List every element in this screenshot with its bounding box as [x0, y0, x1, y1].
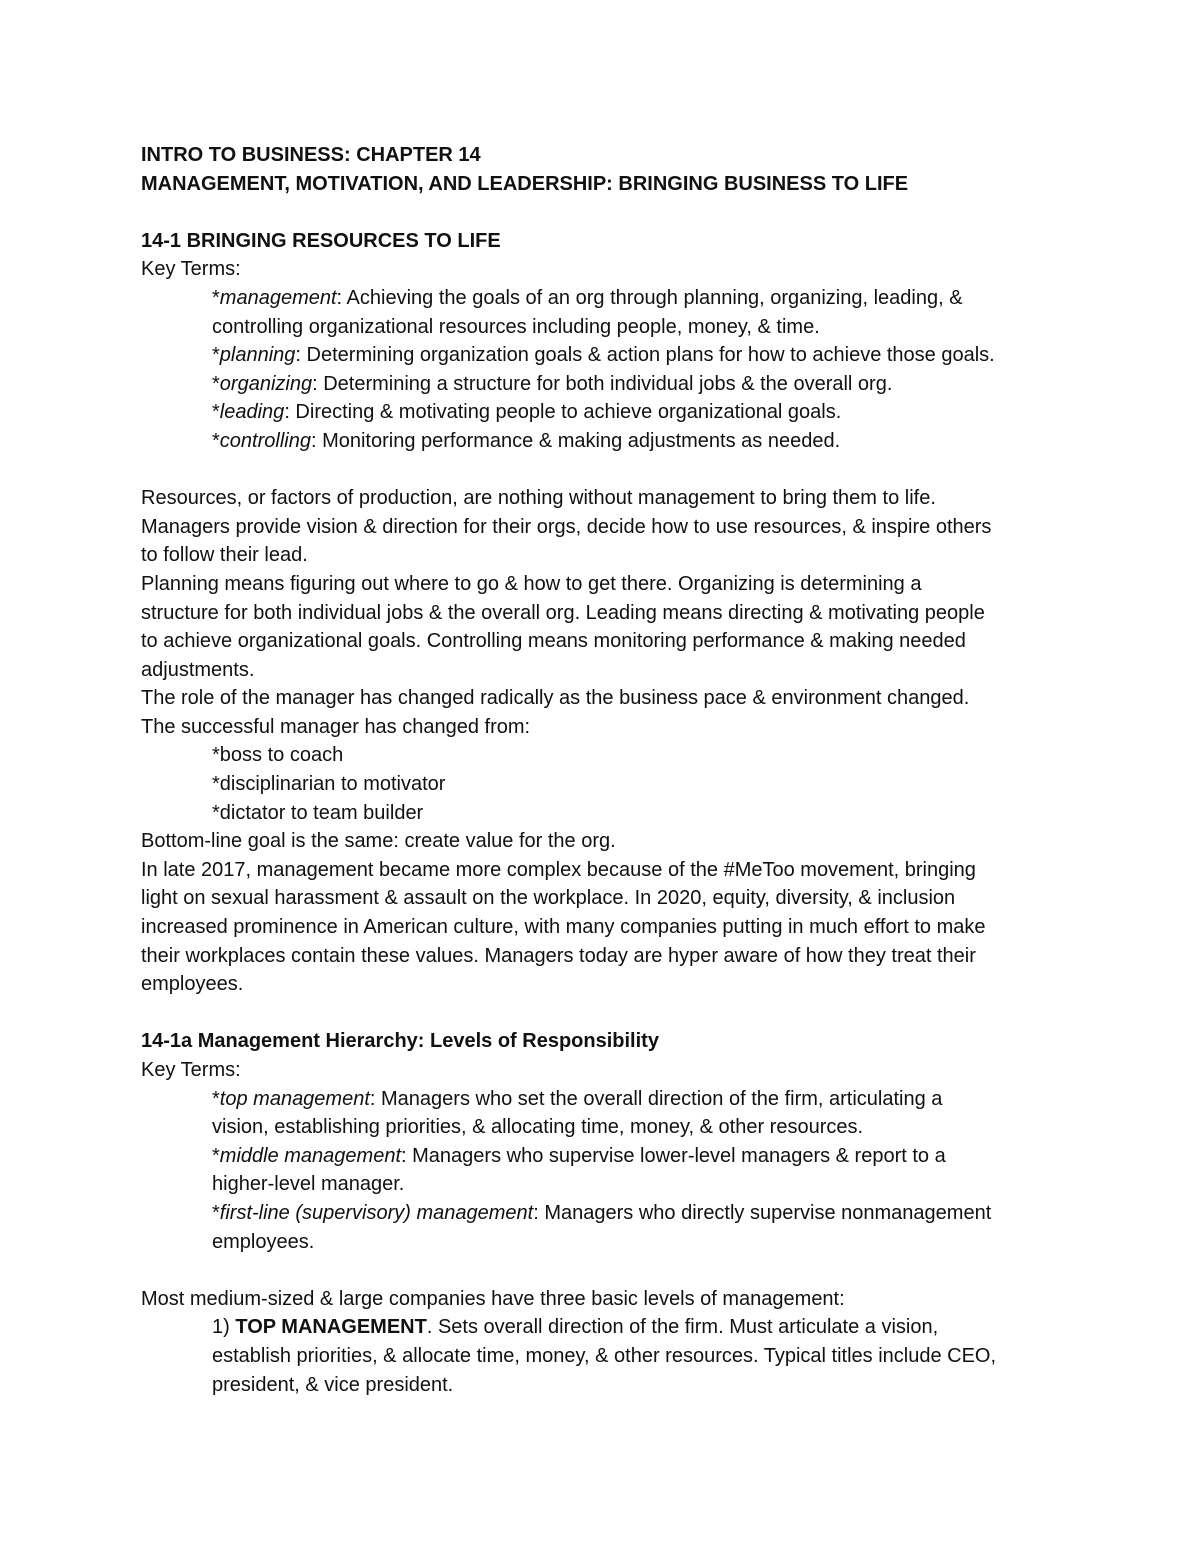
level-description-continued: president, & vice president. [212, 1373, 454, 1396]
term-name: top management [219, 1087, 370, 1110]
term-name: organizing [219, 372, 313, 395]
term-name: middle management [219, 1144, 402, 1167]
term-definition: : Directing & motivating people to achieve organizational goals. [284, 401, 842, 424]
body-line: Bottom-line goal is the same: create value for the org. [141, 830, 616, 853]
term-middle-management: *middle management: Managers who supervise lower-level managers & report to a [212, 1144, 946, 1167]
document-subtitle: MANAGEMENT, MOTIVATION, AND LEADERSHIP: BRINGING BUSINESS TO LIFE [141, 172, 909, 195]
spacer [141, 456, 1100, 485]
level-name: TOP MANAGEMENT [235, 1316, 427, 1339]
body-line: Managers provide vision & direction for their orgs, decide how to use resources, & inspire others [141, 515, 992, 538]
spacer [141, 1256, 1100, 1285]
spacer [141, 198, 1100, 227]
key-terms-label: Key Terms: [141, 258, 241, 281]
body-line: The role of the manager has changed radically as the business pace & environment changed. [141, 687, 970, 710]
term-leading: *leading: Directing & motivating people to achieve organizational goals. [212, 401, 842, 424]
body-line: to follow their lead. [141, 544, 308, 567]
body-line: adjustments. [141, 658, 255, 681]
change-item: *boss to coach [212, 744, 344, 767]
body-line: their workplaces contain these values. Managers today are hyper aware of how they treat their [141, 944, 976, 967]
term-definition: : Achieving the goals of an org through planning, organizing, leading, & [336, 286, 963, 309]
body-line: employees. [141, 973, 244, 996]
body-line: structure for both individual jobs & the overall org. Leading means directing & motivating people [141, 601, 985, 624]
body-line: Most medium-sized & large companies have three basic levels of management: [141, 1287, 845, 1310]
term-name: first-line (supervisory) management [219, 1201, 534, 1224]
change-item: *disciplinarian to motivator [212, 773, 446, 796]
body-line: to achieve organizational goals. Controlling means monitoring performance & making needed [141, 630, 966, 653]
section-heading-14-1a: 14-1a Management Hierarchy: Levels of Responsibility [141, 1030, 659, 1053]
term-definition: : Managers who set the overall direction of the firm, articulating a [369, 1087, 943, 1110]
term-definition: : Monitoring performance & making adjustments as needed. [310, 429, 841, 452]
term-top-management: *top management: Managers who set the overall direction of the firm, articulating a [212, 1087, 943, 1110]
body-line: The successful manager has changed from: [141, 715, 531, 738]
term-management: *management: Achieving the goals of an org through planning, organizing, leading, & [212, 286, 963, 309]
body-line: light on sexual harassment & assault on the workplace. In 2020, equity, diversity, & inclusion [141, 887, 956, 910]
spacer [141, 999, 1100, 1028]
body-line: In late 2017, management became more complex because of the #MeToo movement, bringing [141, 858, 976, 881]
term-definition: : Managers who directly supervise nonmanagement [533, 1201, 992, 1224]
body-line: increased prominence in American culture, with many companies putting in much effort to make [141, 916, 986, 939]
term-planning: *planning: Determining organization goals & action plans for how to achieve those goals. [212, 344, 995, 367]
term-organizing: *organizing: Determining a structure for both individual jobs & the overall org. [212, 372, 893, 395]
change-item: *dictator to team builder [212, 801, 424, 824]
document-title: INTRO TO BUSINESS: CHAPTER 14 [141, 144, 481, 166]
level-number: 1) [212, 1316, 236, 1339]
level-top-management [141, 1313, 1100, 1342]
term-definition-continued: higher-level manager. [212, 1173, 405, 1196]
body-line: Resources, or factors of production, are nothing without management to bring them to life. [141, 487, 936, 510]
term-name: controlling [219, 429, 311, 452]
term-name: management [219, 286, 337, 309]
term-name: leading [219, 401, 285, 424]
term-controlling: *controlling: Monitoring performance & making adjustments as needed. [212, 429, 841, 452]
term-definition: : Managers who supervise lower-level managers & report to a [401, 1144, 946, 1167]
term-first-line-management: *first-line (supervisory) management: Managers who directly supervise nonmanagement [212, 1201, 992, 1224]
term-definition: : Determining organization goals & action plans for how to achieve those goals. [295, 344, 995, 367]
body-line: Planning means figuring out where to go & how to get there. Organizing is determining a [141, 572, 922, 595]
key-terms-label: Key Terms: [141, 1059, 241, 1081]
term-definition-continued: vision, establishing priorities, & allocating time, money, & other resources. [212, 1116, 864, 1139]
term-definition-continued: employees. [212, 1230, 315, 1253]
level-description-continued: establish priorities, & allocate time, money, & other resources. Typical titles include CEO, [212, 1344, 997, 1367]
term-definition: : Determining a structure for both individual jobs & the overall org. [312, 372, 893, 395]
term-name: planning [219, 344, 296, 367]
term-definition-continued: controlling organizational resources including people, money, & time. [212, 315, 820, 338]
level-description: . Sets overall direction of the firm. Must articulate a vision, [426, 1316, 939, 1339]
section-heading-14-1: 14-1 BRINGING RESOURCES TO LIFE [141, 229, 501, 252]
